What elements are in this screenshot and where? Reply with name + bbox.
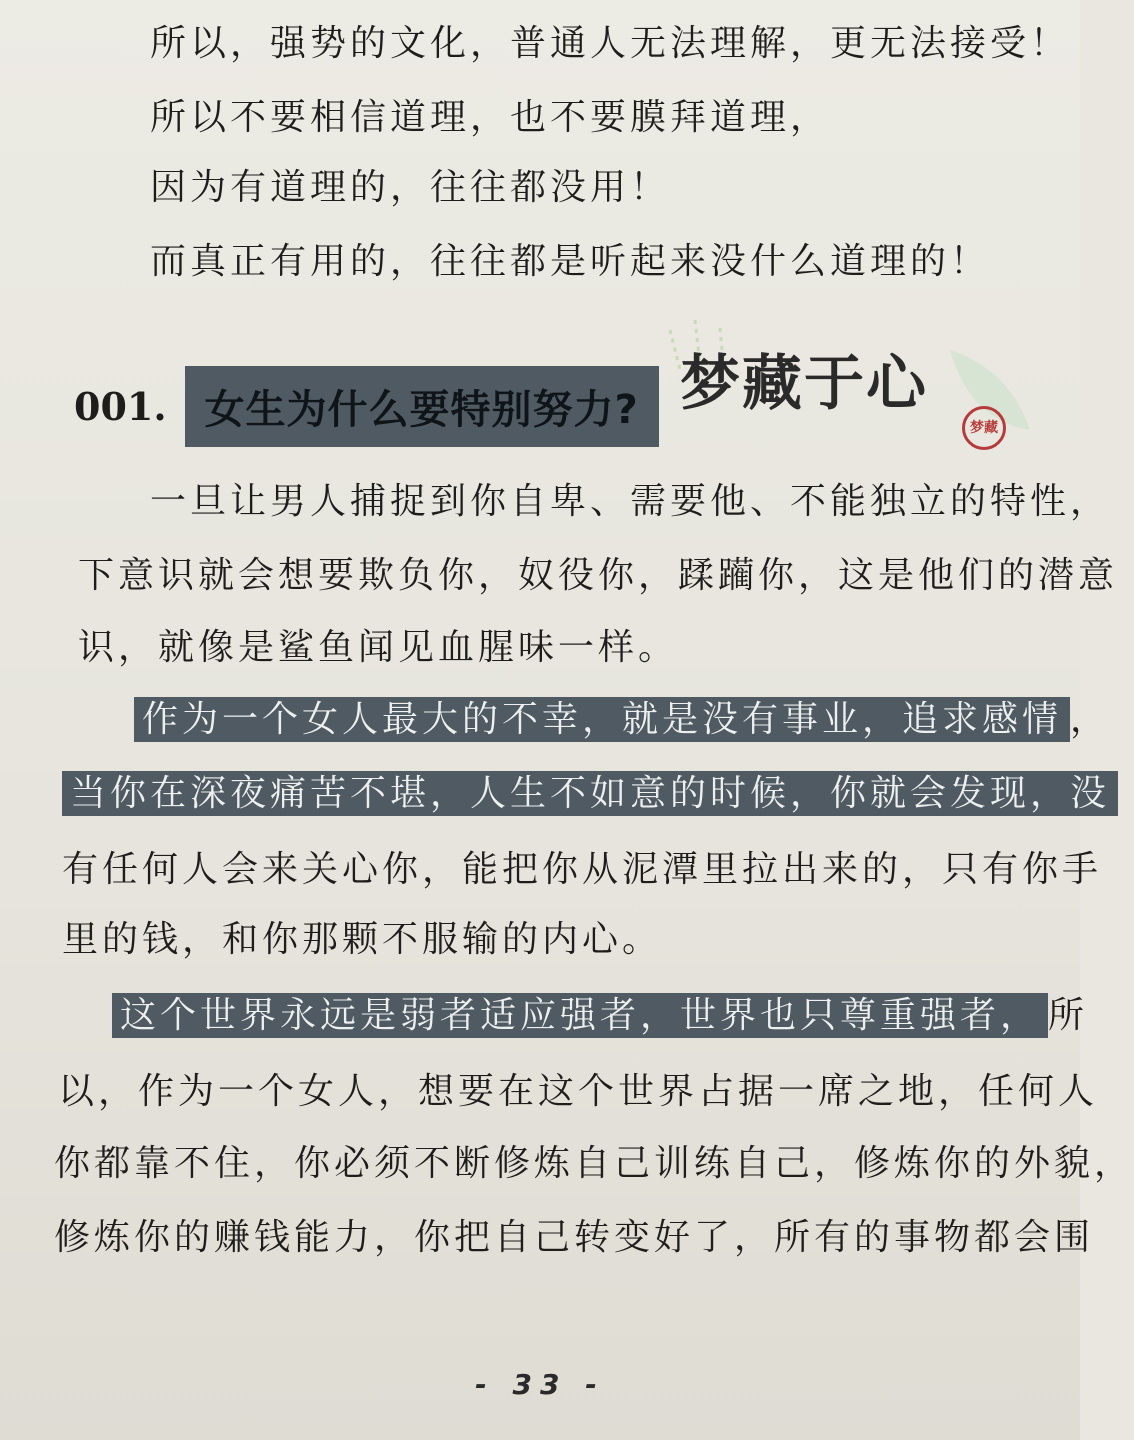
intro-line-1: 所以，强势的文化，普通人无法理解，更无法接受！: [150, 23, 1071, 64]
paragraph1-line-2: 下意识就会想要欺负你，奴役你，蹂躏你，这是他们的潜意: [78, 555, 1119, 596]
page-number: - 33 -: [475, 1368, 605, 1401]
highlight-1-tail: ，: [1070, 699, 1111, 740]
paragraph3-line-1: [112, 992, 1088, 1040]
highlight-2: 当你在深夜痛苦不堪，人生不如意的时候，你就会发现，没: [62, 771, 1118, 816]
seal-stamp: 梦藏: [962, 406, 1006, 450]
paragraph3-line-4: 修炼你的赚钱能力，你把自己转变好了，所有的事物都会围: [54, 1217, 1095, 1258]
paragraph2-line-2: [62, 770, 1118, 818]
paragraph2-line-1: [134, 696, 1110, 744]
paragraph3-line-2: 以，作为一个女人，想要在这个世界占据一席之地，任何人: [58, 1071, 1099, 1112]
highlight-1: 作为一个女人最大的不幸，就是没有事业，追求感情: [134, 697, 1070, 742]
intro-line-4: 而真正有用的，往往都是听起来没什么道理的！: [150, 241, 991, 282]
paragraph2-line-4: 里的钱，和你那颗不服输的内心。: [62, 919, 663, 960]
section-heading: [74, 368, 659, 444]
paragraph2-line-3: 有任何人会来关心你，能把你从泥潭里拉出来的，只有你手: [62, 849, 1103, 890]
paragraph1-line-1: 一旦让男人捕捉到你自卑、需要他、不能独立的特性，: [150, 481, 1111, 522]
section-number: 001.: [74, 383, 167, 429]
intro-line-3: 因为有道理的，往往都没用！: [150, 167, 671, 208]
intro-line-2: 所以不要相信道理，也不要膜拜道理，: [150, 97, 831, 138]
paragraph3-line-3: 你都靠不住，你必须不断修炼自己训练自己，修炼你的外貌，: [54, 1143, 1134, 1184]
highlight-3-tail: 所: [1048, 995, 1089, 1036]
section-title: 女生为什么要特别努力?: [185, 366, 659, 447]
watermark-text: 梦藏于心: [680, 349, 928, 419]
paragraph1-line-3: 识，就像是鲨鱼闻见血腥味一样。: [78, 627, 679, 668]
highlight-3: 这个世界永远是弱者适应强者，世界也只尊重强者，: [112, 993, 1048, 1038]
watermark-logo: [650, 310, 1050, 460]
